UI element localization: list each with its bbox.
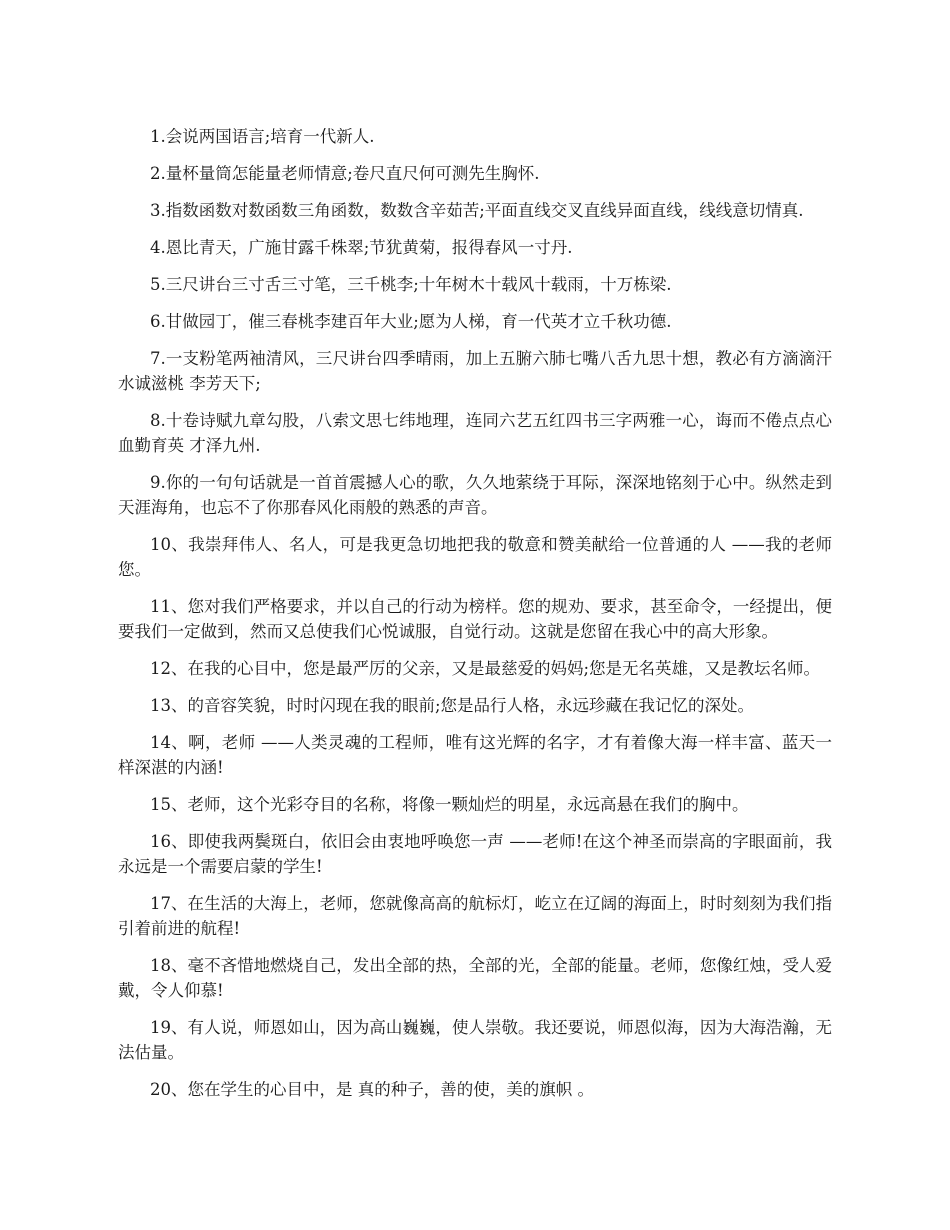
paragraph-7: 7.一支粉笔两袖清风，三尺讲台四季晴雨，加上五腑六肺七嘴八舌九思十想，教必有方滴滴汗水诚滋桃 李芳天下; [118, 349, 832, 393]
paragraph-1: 1.会说两国语言;培育一代新人. [150, 127, 375, 146]
paragraph-10: 10、我崇拜伟人、名人，可是我更急切地把我的敬意和赞美献给一位普通的人 ——我的老师您。 [118, 535, 832, 579]
paragraph-18: 18、毫不吝惜地燃烧自己，发出全部的热，全部的光，全部的能量。老师，您像红烛，受人爱戴，令人仰慕! [118, 956, 832, 1000]
paragraph-8: 8.十卷诗赋九章勾股，八索文思七纬地理，连同六艺五红四书三字两雅一心，诲而不倦点点心血勤育英 才泽九州. [118, 411, 832, 455]
paragraph-13: 13、的音容笑貌，时时闪现在我的眼前;您是品行人格，永远珍藏在我记忆的深处。 [150, 696, 755, 715]
paragraph-5: 5.三尺讲台三寸舌三寸笔，三千桃李;十年树木十载风十载雨，十万栋梁. [150, 275, 672, 294]
paragraph-12: 12、在我的心目中，您是最严厉的父亲，又是最慈爱的妈妈;您是无名英雄，又是教坛名师。 [150, 659, 821, 678]
paragraph-6: 6.甘做园丁，催三春桃李建百年大业;愿为人梯，育一代英才立千秋功德. [150, 312, 672, 331]
paragraph-9: 9.你的一句句话就是一首首震撼人心的歌，久久地萦绕于耳际，深深地铭刻于心中。纵然走到天涯海角，也忘不了你那春风化雨般的熟悉的声音。 [118, 473, 832, 517]
paragraph-19: 19、有人说，师恩如山，因为高山巍巍，使人崇敬。我还要说，师恩似海，因为大海浩瀚，无法估量。 [118, 1018, 832, 1062]
paragraph-16: 16、即使我两鬓斑白，依旧会由衷地呼唤您一声 ——老师!在这个神圣而崇高的字眼面前，我永远是一个需要启蒙的学生! [118, 832, 832, 876]
paragraph-14: 14、啊，老师 ——人类灵魂的工程师，唯有这光辉的名字，才有着像大海一样丰富、蓝天一样深湛的内涵! [118, 733, 832, 777]
paragraph-3: 3.指数函数对数函数三角函数，数数含辛茹苦;平面直线交叉直线异面直线，线线意切情真. [150, 201, 804, 220]
paragraph-15: 15、老师，这个光彩夺目的名称，将像一颗灿烂的明星，永远高悬在我们的胸中。 [150, 795, 749, 814]
paragraph-17: 17、在生活的大海上，老师，您就像高高的航标灯，屹立在辽阔的海面上，时时刻刻为我们指引着前进的航程! [118, 894, 832, 938]
paragraph-4: 4.恩比青天，广施甘露千株翠;节犹黄菊，报得春风一寸丹. [150, 238, 573, 257]
paragraph-11: 11、您对我们严格要求，并以自己的行动为榜样。您的规劝、要求，甚至命令，一经提出，便要我们一定做到，然而又总使我们心悦诚服，自觉行动。这就是您留在我心中的高大形象。 [118, 597, 832, 641]
paragraph-2: 2.量杯量筒怎能量老师情意;卷尺直尺何可测先生胸怀. [150, 164, 540, 183]
paragraph-20: 20、您在学生的心目中，是 真的种子，善的使，美的旗帜 。 [150, 1080, 594, 1099]
